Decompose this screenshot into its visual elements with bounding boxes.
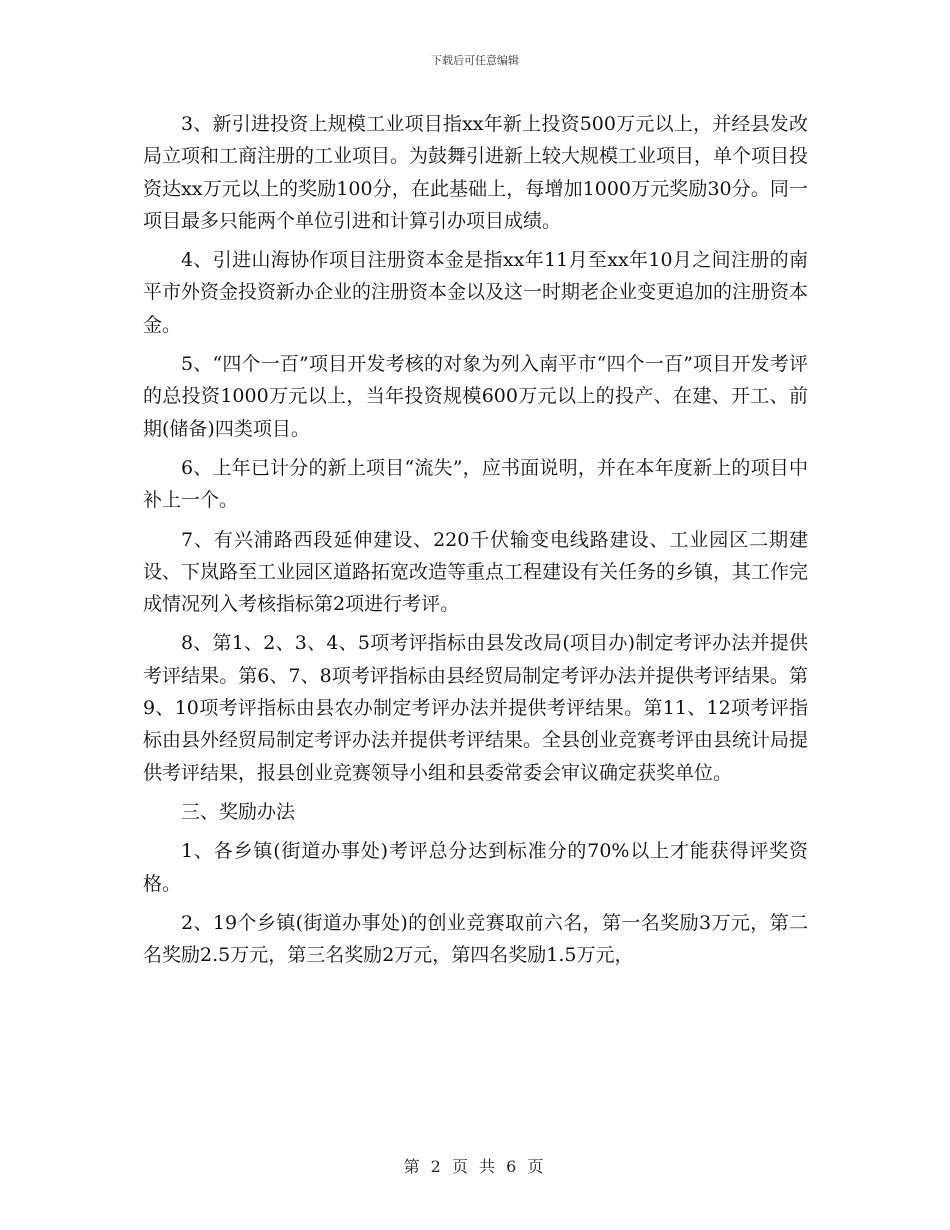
section-heading-reward-methods: 三、奖励办法 — [181, 800, 296, 823]
document-body — [143, 108, 808, 978]
paragraph-item-5: 5、“四个一百”项目开发考核的对象为列入南平市“四个一百”项目开发考评的总投资1000万元以上，当年投资规模600万元以上的投产、在建、开工、前期(储备)四类项目。 — [143, 353, 808, 440]
paragraph-item-7: 7、有兴浦路西段延伸建设、220千伏输变电线路建设、工业园区二期建设、下岚路至工业园区道路拓宽改造等重点工程建设有关任务的乡镇，其工作完成情况列入考核指标第2项进行考评。 — [143, 528, 809, 616]
paragraph-reward-1: 1、各乡镇(街道办事处)考评总分达到标准分的70%以上才能获得评奖资格。 — [143, 840, 808, 895]
paragraph-item-8: 8、第1、2、3、4、5项考评指标由县发改局(项目办)制定考评办法并提供考评结果。第6、7、8项考评指标由县经贸局制定考评办法并提供考评结果。第9、10项考评指标由县农办制定考评办法并提供考评结果。第11、12项考评指标由县外经贸局制定考评办法并提供考评结果。全县创业竞赛考评由县统计局提供考评结果，报县创业竞赛领导小组和县委常委会审议确定获奖单位。 — [143, 632, 809, 784]
page-header: 下载后可任意编辑 — [431, 54, 519, 67]
paragraph-item-3: 3、新引进投资上规模工业项目指xx年新上投资500万元以上，并经县发改局立项和工商注册的工业项目。为鼓舞引进新上较大规模工业项目，单个项目投资达xx万元以上的奖励100分，在此基础上，每增加1000万元奖励30分。同一项目最多只能两个单位引进和计算引办项目成绩。 — [143, 113, 809, 232]
paragraph-item-6: 6、上年已计分的新上项目“流失”，应书面说明，并在本年度新上的项目中补上一个。 — [143, 456, 808, 512]
paragraph-item-4: 4、引进山海协作项目注册资本金是指xx年11月至xx年10月之间注册的南平市外资金投资新办企业的注册资本金以及这一时期老企业变更追加的注册资本金。 — [143, 249, 809, 336]
page-number-footer: 第 2 页 共 6 页 — [403, 1157, 547, 1176]
paragraph-reward-2: 2、19个乡镇(街道办事处)的创业竞赛取前六名，第一名奖励3万元，第二名奖励2.5万元，第三名奖励2万元，第四名奖励1.5万元， — [143, 911, 808, 967]
